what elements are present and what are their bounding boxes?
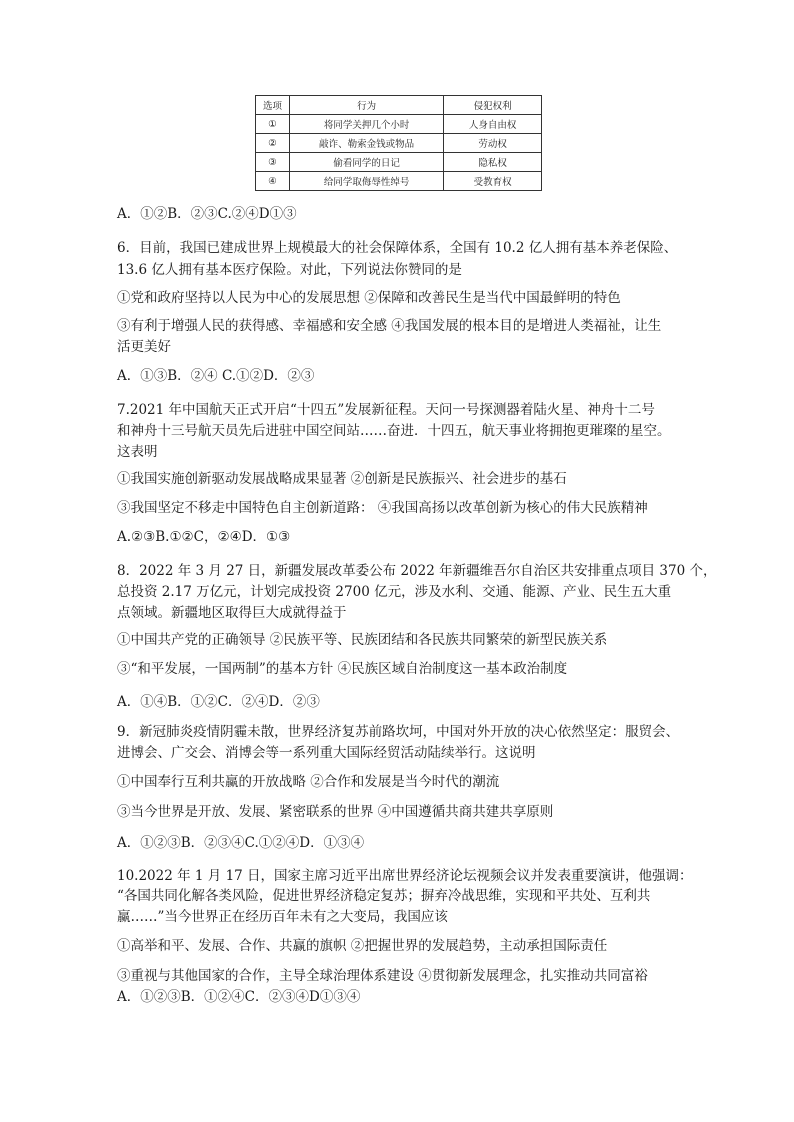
table-row (256, 134, 542, 153)
table-cell: 受教育权 (444, 172, 542, 191)
q6-statements-line-1: ①党和政府坚持以人民为中心的发展思想 ②保障和改善民生是当代中国最鲜明的特色 (117, 290, 621, 306)
q10-answer-options: A．①②③B．①②④C．②③④D①③④ (117, 989, 361, 1005)
q9-stem-line-2: 进博会、广交会、消博会等一系列重大国际经贸活动陆续举行。这说明 (117, 745, 536, 761)
q10-stem-line-1: 10.2022 年 1 月 17 日，国家主席习近平出席世界经济论坛视频会议并发表重要演讲，他强调： (117, 868, 693, 884)
table-header-row (256, 96, 542, 115)
table-cell: 敲诈、勒索金钱或物品 (289, 134, 443, 153)
q10-statements-line-1: ①高举和平、发展、合作、共赢的旗帜 ②把握世界的发展趋势，主动承担国际责任 (117, 938, 608, 954)
q8-stem-line-2: 总投资 2.17 万亿元，计划完成投资 2700 亿元，涉及水利、交通、能源、产业、民生五大重 (117, 584, 672, 600)
q8-stem-line-3: 点领域。新疆地区取得巨大成就得益于 (117, 605, 347, 621)
q7-statements-line-1: ①我国实施创新驱动发展战略成果显著 ②创新是民族振兴、社会进步的基石 (117, 471, 567, 487)
table-cell: ① (256, 115, 290, 134)
q7-stem-line-1: 7.2021 年中国航天正式开启“十四五”发展新征程。天问一号探测器着陆火星、神舟十二号 (117, 402, 655, 418)
table-cell: 给同学取侮辱性绰号 (289, 172, 443, 191)
q8-statements-line-1: ①中国共产党的正确领导 ②民族平等、民族团结和各民族共同繁荣的新型民族关系 (117, 632, 608, 648)
q9-answer-options: A．①②③B．②③④C.①②④D．①③④ (117, 835, 365, 851)
table-cell: 劳动权 (444, 134, 542, 153)
q6-statements-line-2: ③有利于增强人民的获得感、幸福感和安全感 ④我国发展的根本目的是增进人类福祉，让生 (117, 318, 662, 334)
q7-stem-line-3: 这表明 (117, 444, 158, 460)
q6-stem-line-1: 6．目前，我国已建成世界上规模最大的社会保障体系，全国有 10.2 亿人拥有基本养老保险、 (117, 240, 678, 256)
table-row (256, 172, 542, 191)
table-cell: ② (256, 134, 290, 153)
table-cell: 隐私权 (444, 153, 542, 172)
table-header-behavior: 行为 (289, 96, 443, 115)
q8-answer-options: A．①④B．①②C．②④D．②③ (117, 694, 320, 710)
q9-stem-line-1: 9．新冠肺炎疫情阴霾未散，世界经济复苏前路坎坷，中国对外开放的决心依然坚定：服贸会、 (117, 724, 680, 740)
q7-answer-options: A.②③B.①②C，②④D．①③ (117, 529, 291, 545)
q8-stem-line-1: 8．2022 年 3 月 27 日，新疆发展改革委公布 2022 年新疆维吾尔自治区共安排重点项目 370 个， (117, 563, 717, 579)
q8-statements-line-2: ③“和平发展，一国两制”的基本方针 ④民族区域自治制度这一基本政治制度 (117, 661, 568, 677)
q9-statements-line-1: ①中国奉行互利共赢的开放战略 ②合作和发展是当今时代的潮流 (117, 774, 500, 790)
q7-statements-line-2: ③我国坚定不移走中国特色自主创新道路： ④我国高扬以改革创新为核心的伟大民族精神 (117, 500, 648, 516)
table-cell: 将同学关押几个小时 (289, 115, 443, 134)
q9-statements-line-2: ③当今世界是开放、发展、紧密联系的世界 ④中国遵循共商共建共享原则 (117, 804, 554, 820)
q10-stem-line-2: “各国共同化解各类风险，促进世界经济稳定复苏；摒弃冷战思维，实现和平共处、互利共 (117, 888, 651, 904)
q6-stem-line-2: 13.6 亿人拥有基本医疗保险。对此，下列说法你赞同的是 (117, 262, 462, 278)
table-row (256, 153, 542, 172)
table-cell: 偷看同学的日记 (289, 153, 443, 172)
q5-answer-options: A．①②B．②③C.②④D①③ (117, 206, 297, 222)
table-cell: ④ (256, 172, 290, 191)
rights-table (255, 95, 542, 191)
table-row (256, 115, 542, 134)
table-cell: ③ (256, 153, 290, 172)
q6-statements-line-3: 活更美好 (117, 339, 171, 355)
q6-answer-options: A．①③B．②④ C.①②D．②③ (117, 368, 315, 384)
q7-stem-line-2: 和神舟十三号航天员先后进驻中国空间站……奋进．十四五，航天事业将拥抱更璀璨的星空。 (117, 423, 671, 439)
table-header-option: 选项 (256, 96, 290, 115)
q10-statements-line-2: ③重视与其他国家的合作，主导全球治理体系建设 ④贯彻新发展理念，扎实推动共同富裕 (117, 968, 648, 984)
table-cell: 人身自由权 (444, 115, 542, 134)
q10-stem-line-3: 赢……”当今世界正在经历百年未有之大变局，我国应该 (117, 909, 448, 925)
table-header-right: 侵犯权利 (444, 96, 542, 115)
